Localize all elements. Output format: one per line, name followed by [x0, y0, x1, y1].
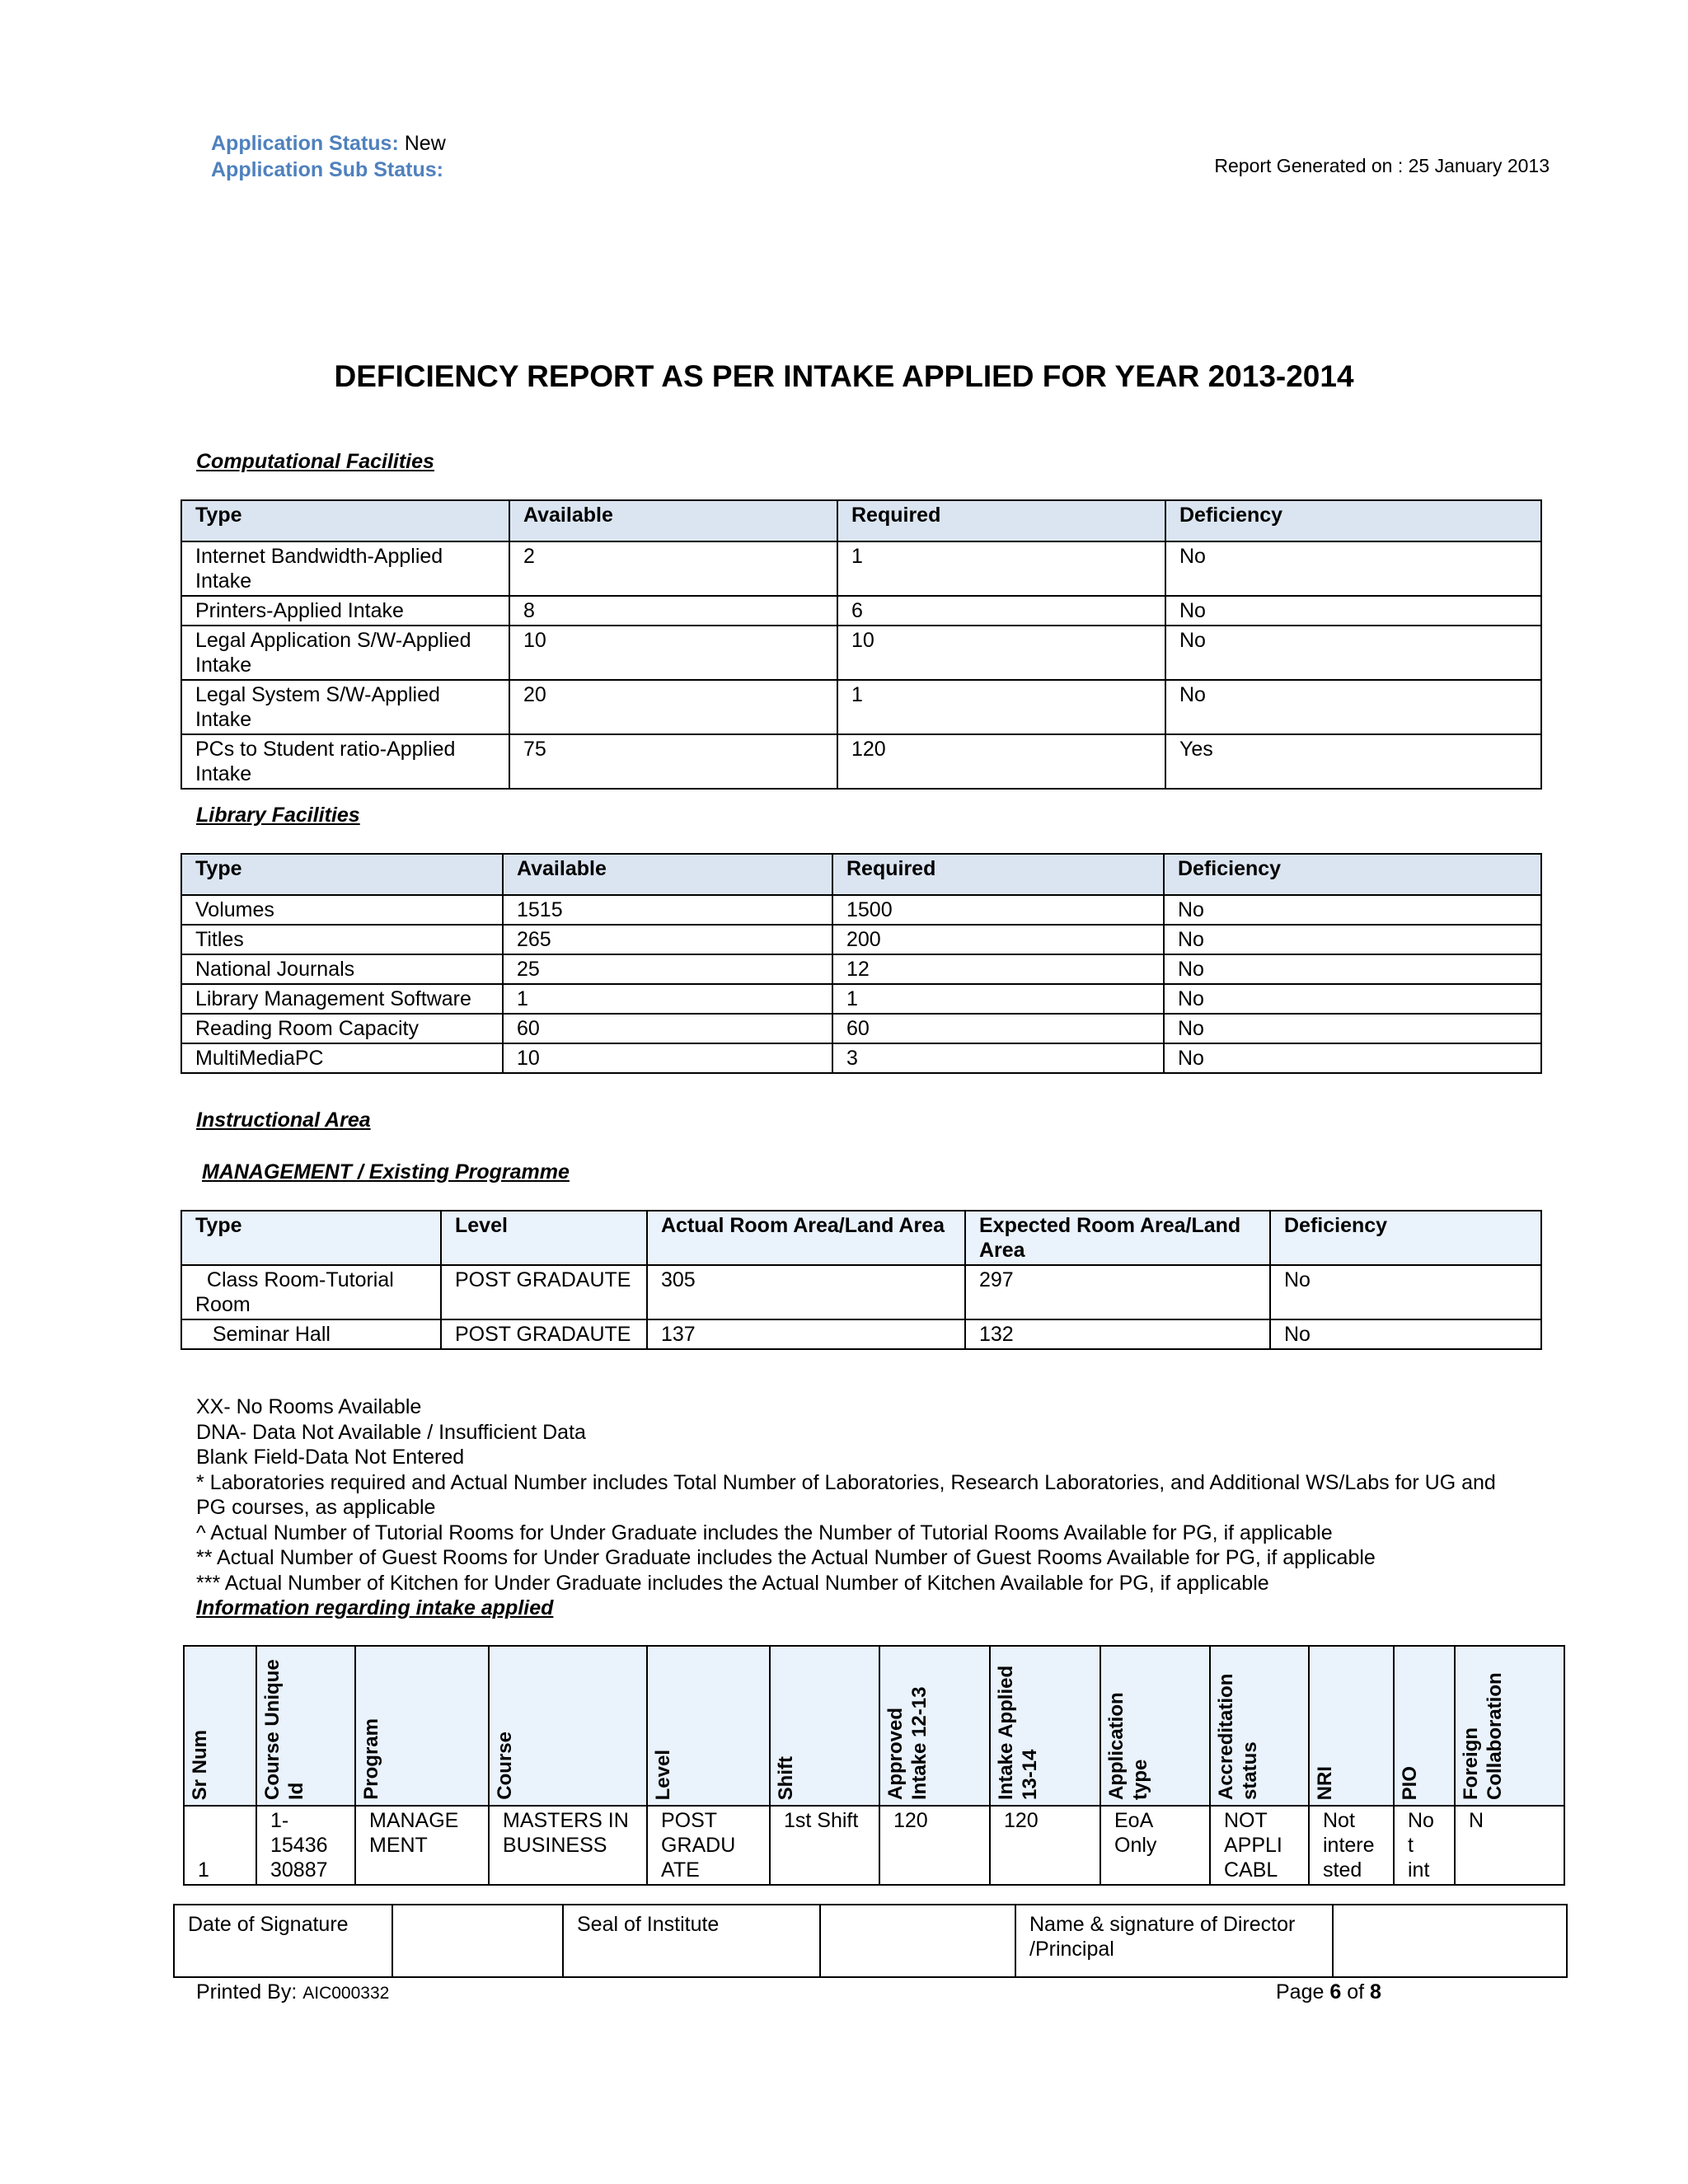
table-cell: No: [1165, 680, 1541, 734]
table-header-row: [184, 1646, 1564, 1806]
table-cell: 10: [509, 626, 837, 680]
column-header: Course Unique Id: [256, 1646, 355, 1806]
table-cell: 132: [965, 1319, 1270, 1349]
column-header: Available: [509, 500, 837, 541]
table-cell: 10: [837, 626, 1165, 680]
page-number: [1276, 1980, 1381, 2004]
page-prefix: Page: [1276, 1980, 1330, 2004]
page-total: 8: [1370, 1980, 1381, 2004]
column-header: Required: [837, 500, 1165, 541]
table-cell: MASTERS IN BUSINESS: [489, 1806, 647, 1885]
column-header: Required: [832, 854, 1164, 895]
page-of: of: [1341, 1980, 1370, 2004]
library-heading: Library Facilities: [196, 804, 360, 827]
table-cell: Internet Bandwidth-Applied Intake: [181, 541, 509, 596]
note-line: XX- No Rooms Available: [196, 1395, 422, 1418]
table-cell: Library Management Software: [181, 984, 503, 1014]
column-header: Application type: [1100, 1646, 1210, 1806]
computational-heading: Computational Facilities: [196, 450, 434, 473]
table-cell: 8: [509, 596, 837, 626]
director-signature-field: [1333, 1905, 1567, 1977]
column-header: Sr Num: [184, 1646, 256, 1806]
table-cell: Titles: [181, 925, 503, 954]
page-title: DEFICIENCY REPORT AS PER INTAKE APPLIED FOR YEAR 2013-2014: [334, 359, 1354, 393]
seal-of-institute-label: Seal of Institute: [563, 1905, 820, 1977]
signature-table: [173, 1904, 1568, 1978]
table-cell: 1515: [503, 895, 832, 925]
table-row: [181, 984, 1541, 1014]
date-of-signature-field: [392, 1905, 563, 1977]
table-row: [181, 895, 1541, 925]
table-row: [181, 925, 1541, 954]
table-cell: No: [1270, 1265, 1541, 1319]
table-header-row: [181, 1211, 1541, 1265]
note-line: *** Actual Number of Kitchen for Under Graduate includes the Actual Number of Kitchen Available for PG, if applicable: [196, 1571, 1269, 1595]
column-header: NRI: [1309, 1646, 1394, 1806]
column-header: Expected Room Area/Land Area: [965, 1211, 1270, 1265]
table-cell: PCs to Student ratio-Applied Intake: [181, 734, 509, 789]
intake-table: [183, 1645, 1565, 1886]
printed-by: [196, 1980, 389, 2004]
table-cell: No: [1165, 541, 1541, 596]
table-cell: 10: [503, 1043, 832, 1073]
table-cell: 1500: [832, 895, 1164, 925]
table-cell: 12: [832, 954, 1164, 984]
table-cell: Volumes: [181, 895, 503, 925]
column-header: Foreign Collaboration: [1455, 1646, 1564, 1806]
table-cell: 60: [503, 1014, 832, 1043]
column-header: Accreditation status: [1210, 1646, 1309, 1806]
instructional-table: [181, 1210, 1542, 1350]
table-cell: EoA Only: [1100, 1806, 1210, 1885]
application-status-label: Application Status:: [211, 132, 399, 155]
table-cell: No: [1165, 596, 1541, 626]
table-cell: No: [1164, 1014, 1541, 1043]
note-line: * Laboratories required and Actual Number includes Total Number of Laboratories, Research Laboratories, and Additional WS/Labs for UG and PG courses, as applicable: [196, 1470, 1496, 1519]
column-header: Shift: [770, 1646, 879, 1806]
table-header-row: [181, 500, 1541, 541]
table-row: [181, 734, 1541, 789]
table-cell: NOT APPLI CABL: [1210, 1806, 1309, 1885]
table-cell: 1: [837, 541, 1165, 596]
table-cell: 75: [509, 734, 837, 789]
computational-table: [181, 499, 1542, 790]
note-line: ** Actual Number of Guest Rooms for Under Graduate includes the Actual Number of Guest Rooms Available for PG, if applicable: [196, 1546, 1376, 1569]
table-cell: Printers-Applied Intake: [181, 596, 509, 626]
table-cell: 265: [503, 925, 832, 954]
table-cell: POST GRADU ATE: [647, 1806, 770, 1885]
table-cell: 305: [647, 1265, 965, 1319]
table-cell: 25: [503, 954, 832, 984]
table-header-row: [181, 854, 1541, 895]
column-header: Level: [441, 1211, 647, 1265]
application-status-block: [211, 130, 446, 183]
column-header: Type: [181, 1211, 441, 1265]
table-cell: 1: [184, 1806, 256, 1885]
table-cell: 120: [879, 1806, 990, 1885]
column-header: Available: [503, 854, 832, 895]
table-cell: 60: [832, 1014, 1164, 1043]
column-header: Intake Applied 13-14: [990, 1646, 1100, 1806]
table-cell: No: [1164, 954, 1541, 984]
column-header: PIO: [1394, 1646, 1455, 1806]
table-row: [181, 1265, 1541, 1319]
table-row: [181, 1014, 1541, 1043]
instructional-subheading: MANAGEMENT / Existing Programme: [202, 1160, 570, 1183]
table-cell: 120: [837, 734, 1165, 789]
table-cell: 20: [509, 680, 837, 734]
column-header: Program: [355, 1646, 489, 1806]
table-cell: No t int: [1394, 1806, 1455, 1885]
note-line: ^ Actual Number of Tutorial Rooms for Under Graduate includes the Number of Tutorial Rooms Available for PG, if applicable: [196, 1521, 1333, 1544]
table-cell: 120: [990, 1806, 1100, 1885]
table-cell: MultiMediaPC: [181, 1043, 503, 1073]
table-row: [181, 626, 1541, 680]
page-current: 6: [1329, 1980, 1342, 2004]
column-header: Deficiency: [1164, 854, 1541, 895]
note-line: Blank Field-Data Not Entered: [196, 1446, 465, 1469]
table-cell: No: [1164, 895, 1541, 925]
note-line: DNA- Data Not Available / Insufficient Data: [196, 1420, 586, 1444]
printed-by-id: AIC000332: [302, 1984, 390, 2003]
table-cell: Reading Room Capacity: [181, 1014, 503, 1043]
column-header: Approved Intake 12-13: [879, 1646, 990, 1806]
application-status-value: New: [398, 132, 446, 155]
column-header: Deficiency: [1270, 1211, 1541, 1265]
table-cell: Seminar Hall: [181, 1319, 441, 1349]
table-cell: No: [1165, 626, 1541, 680]
table-cell: N: [1455, 1806, 1564, 1885]
table-cell: 1-15436 30887: [256, 1806, 355, 1885]
table-cell: 200: [832, 925, 1164, 954]
table-cell: Yes: [1165, 734, 1541, 789]
table-cell: Not intere sted: [1309, 1806, 1394, 1885]
table-cell: National Journals: [181, 954, 503, 984]
table-cell: No: [1164, 984, 1541, 1014]
column-header: Type: [181, 854, 503, 895]
column-header: Level: [647, 1646, 770, 1806]
column-header: Type: [181, 500, 509, 541]
table-row: [184, 1806, 1564, 1885]
table-cell: 1st Shift: [770, 1806, 879, 1885]
table-row: [181, 954, 1541, 984]
column-header: Course: [489, 1646, 647, 1806]
table-row: [181, 1319, 1541, 1349]
table-cell: 297: [965, 1265, 1270, 1319]
table-row: [181, 680, 1541, 734]
column-header: Actual Room Area/Land Area: [647, 1211, 965, 1265]
table-cell: 1: [832, 984, 1164, 1014]
report-generated-date: Report Generated on : 25 January 2013: [1214, 155, 1550, 176]
printed-by-label: Printed By:: [196, 1980, 298, 2004]
table-cell: No: [1164, 1043, 1541, 1073]
library-table: [181, 853, 1542, 1074]
table-cell: POST GRADAUTE: [441, 1319, 647, 1349]
table-row: [181, 596, 1541, 626]
table-cell: 3: [832, 1043, 1164, 1073]
legend-notes: [196, 1394, 1515, 1596]
table-cell: 1: [837, 680, 1165, 734]
table-row: [181, 1043, 1541, 1073]
table-cell: 1: [503, 984, 832, 1014]
table-cell: MANAGE MENT: [355, 1806, 489, 1885]
table-cell: 137: [647, 1319, 965, 1349]
table-cell: Legal System S/W-Applied Intake: [181, 680, 509, 734]
instructional-heading: Instructional Area: [196, 1108, 371, 1132]
table-cell: 2: [509, 541, 837, 596]
seal-of-institute-field: [820, 1905, 1015, 1977]
intake-heading: Information regarding intake applied: [196, 1596, 554, 1619]
date-of-signature-label: Date of Signature: [174, 1905, 392, 1977]
table-row: [181, 541, 1541, 596]
column-header: Deficiency: [1165, 500, 1541, 541]
table-row: [174, 1905, 1567, 1977]
table-cell: 6: [837, 596, 1165, 626]
table-cell: No: [1270, 1319, 1541, 1349]
director-signature-label: Name & signature of Director /Principal: [1015, 1905, 1333, 1977]
application-sub-status-label: Application Sub Status:: [211, 158, 443, 181]
table-cell: No: [1164, 925, 1541, 954]
table-cell: POST GRADAUTE: [441, 1265, 647, 1319]
table-cell: Legal Application S/W-Applied Intake: [181, 626, 509, 680]
table-cell: Class Room-Tutorial Room: [181, 1265, 441, 1319]
